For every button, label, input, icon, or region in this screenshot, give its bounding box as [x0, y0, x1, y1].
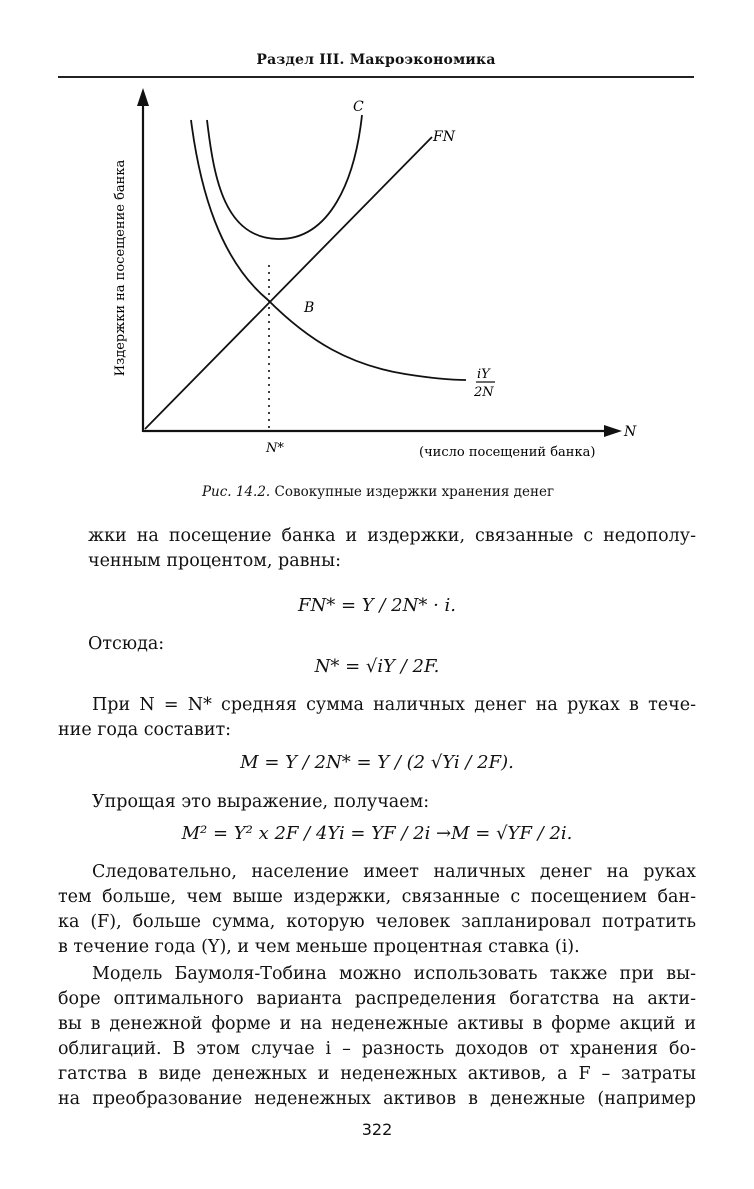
c-total-cost-curve: [207, 115, 362, 239]
body-line: ка (F), больше сумма, которую человек запланировал потратить: [58, 912, 696, 932]
body-line: на преобразование неденежных активов в денежные (например: [58, 1089, 696, 1109]
x-axis-label-long: (число посещений банка): [419, 445, 596, 460]
x-axis-arrow: [604, 425, 622, 437]
curve-fn-label: FN: [433, 129, 455, 145]
caption-text: Совокупные издержки хранения денег: [274, 484, 555, 500]
body-line: вы в денежной форме и на неденежные активы в форме акций и: [58, 1014, 696, 1034]
x-axis-label-n: N: [624, 424, 637, 440]
caption-label: Рис. 14.2.: [201, 484, 271, 500]
formula-n-star: N* = √iY / 2F.: [314, 656, 440, 677]
frac-denominator: 2N: [474, 385, 494, 400]
formula-m: M = Y / 2N* = Y / (2 √Yi / 2F).: [240, 752, 514, 773]
fn-line: [145, 137, 432, 429]
body-line: Следовательно, население имеет наличных денег на руках: [92, 862, 696, 882]
body-line: ченным процентом, равны:: [88, 551, 341, 571]
body-line: гатства в виде денежных и неденежных активов, а F – затраты: [58, 1064, 696, 1084]
body-line: При N = N* средняя сумма наличных денег на руках в тече-: [92, 695, 696, 715]
page-number: 322: [361, 1120, 393, 1139]
body-line: Упрощая это выражение, получаем:: [92, 792, 430, 812]
body-line: Отсюда:: [88, 634, 165, 654]
running-header: Раздел III. Макроэкономика: [256, 52, 496, 68]
cost-curves-diagram: [0, 80, 754, 480]
body-line: облигаций. В этом случае i – разность доходов от хранения бо-: [58, 1039, 696, 1059]
figure-caption: [60, 484, 696, 500]
body-line: в течение года (Y), и чем меньше процентная ставка (i).: [58, 937, 580, 957]
formula-fn-star: FN* = Y / 2N* · i.: [297, 595, 456, 616]
body-line: тем больше, чем выше издержки, связанные с посещением бан-: [58, 887, 696, 907]
body-line: боре оптимального варианта распределения богатства на акти-: [58, 989, 696, 1009]
body-line: жки на посещение банка и издержки, связанные с недополу-: [88, 526, 696, 546]
formula-m-squared: M² = Y² x 2F / 4Yi = YF / 2i →M = √YF / 2i.: [181, 823, 573, 844]
point-b-label: B: [304, 300, 315, 316]
body-line: ние года составит:: [58, 720, 232, 740]
y-axis-label: Издержки на посещение банка: [113, 159, 128, 377]
figure-cost-curves: [0, 80, 754, 480]
header-rule: [58, 76, 694, 78]
n-star-label: N*: [266, 441, 284, 456]
curve-c-label: C: [353, 99, 364, 115]
body-line: Модель Баумоля-Тобина можно использовать также при вы-: [92, 964, 696, 984]
y-axis-arrow: [137, 88, 149, 106]
frac-numerator: iY: [477, 367, 490, 382]
